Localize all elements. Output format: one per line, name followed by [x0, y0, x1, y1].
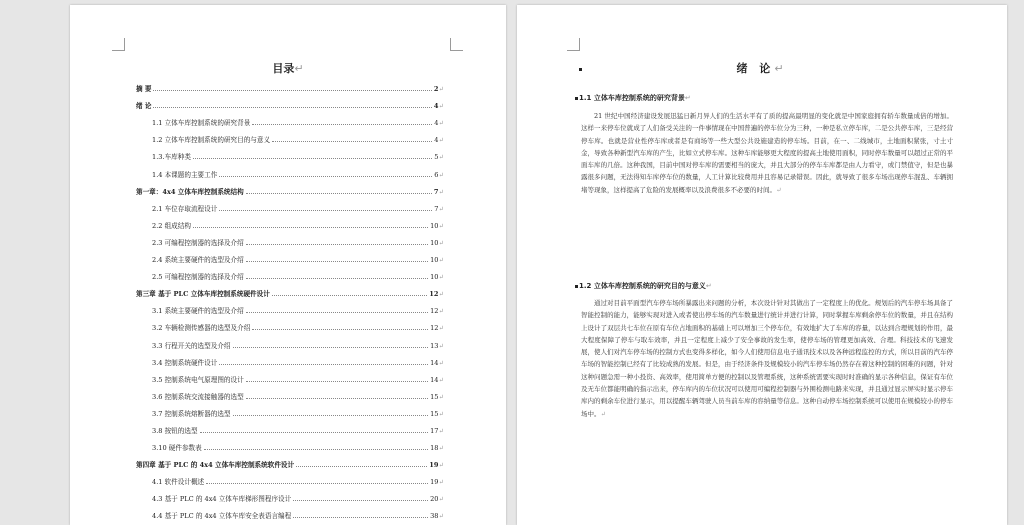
paragraph-mark: ↵ — [438, 426, 444, 435]
paragraph-mark: ↵ — [438, 324, 444, 333]
toc-entry[interactable] — [136, 264, 444, 281]
toc-entry-title: 3.4 控制系统硬件设计 — [152, 358, 218, 367]
paragraph-mark: ↵ — [438, 273, 444, 282]
toc-leader-dots — [219, 176, 432, 177]
toc-entry[interactable] — [136, 213, 444, 230]
toc-leader-dots — [219, 210, 432, 211]
toc-entry-title: 3.3 行程开关的选型及介绍 — [152, 341, 231, 350]
toc-leader-dots — [293, 500, 428, 501]
toc-entry-page: 12 — [430, 324, 439, 333]
toc-entry-title: 3.2 车辆检测传感器的选型及介绍 — [152, 324, 251, 333]
section-heading-1-2: 1.2 立体车库控制系统的研究目的与意义↵ — [579, 282, 712, 290]
toc-entry-title: 3.10 硬件参数表 — [152, 444, 202, 453]
toc-leader-dots — [193, 227, 428, 228]
toc-entry-title: 4.3 基于 PLC 的 4x4 立体车库梯形图程序设计 — [152, 495, 292, 504]
toc-entry-title: 第一章：4x4 立体车库控制系统结构 — [136, 187, 244, 196]
toc-leader-dots — [296, 466, 427, 467]
toc-entry-page: 15 — [430, 392, 439, 401]
toc-entry[interactable] — [136, 281, 444, 298]
toc-entry[interactable] — [136, 469, 444, 486]
toc-leader-dots — [246, 398, 428, 399]
toc-leader-dots — [252, 124, 432, 125]
toc-entry-page: 14 — [430, 375, 439, 384]
toc-entry-page: 5 — [434, 153, 439, 162]
toc-leader-dots — [246, 312, 428, 313]
paragraph-mark: ↵ — [438, 204, 444, 213]
paragraph-mark: ↵ — [438, 187, 444, 196]
toc-entry[interactable] — [136, 298, 444, 315]
crop-mark-top-left — [112, 38, 125, 51]
paragraph-mark: ↵ — [438, 444, 444, 453]
toc-entry[interactable] — [136, 93, 444, 110]
toc-leader-dots — [206, 483, 428, 484]
toc-leader-dots — [252, 329, 428, 330]
toc-entry-title: 2.5 可编程控制器的选择及介绍 — [152, 273, 244, 282]
toc-entry-title: 第四章 基于 PLC 的 4x4 立体车库控制系统软件设计 — [136, 461, 295, 470]
toc-entry[interactable] — [136, 230, 444, 247]
toc-entry-title: 第三章 基于 PLC 立体车库控制系统硬件设计 — [136, 290, 270, 299]
toc-entry[interactable] — [136, 127, 444, 144]
toc-entry[interactable] — [136, 144, 444, 161]
paragraph-mark: ↵ — [438, 341, 444, 350]
section-bullet — [575, 97, 578, 100]
chapter-title: 绪 论↵ — [736, 62, 788, 75]
toc-entry-page: 17 — [430, 426, 439, 435]
section-bullet — [575, 285, 578, 288]
toc-leader-dots — [193, 158, 432, 159]
toc-entry-page: 10 — [430, 221, 439, 230]
toc-leader-dots — [246, 381, 428, 382]
toc-entry-title: 4.1 软件设计概述 — [152, 478, 205, 487]
toc-entry-title: 2.2 组成结构 — [152, 221, 191, 230]
toc-leader-dots — [233, 415, 429, 416]
toc-entry-page: 10 — [430, 238, 439, 247]
toc-entry-page: 2 — [433, 85, 439, 94]
toc-entry-title: 3.1 系统主要硬件的选型及介绍 — [152, 307, 244, 316]
paragraph-mark: ↵ — [438, 512, 444, 521]
toc-entry[interactable] — [136, 452, 444, 469]
toc-leader-dots — [293, 517, 428, 518]
toc-entry-page: 12 — [429, 290, 439, 299]
toc-entry-title: 2.4 系统主要硬件的选型及介绍 — [152, 256, 244, 265]
toc-entry-title: 1.4 本课题的主要工作 — [152, 170, 218, 179]
toc-leader-dots — [153, 107, 431, 108]
toc-entry-page: 38 — [430, 512, 439, 521]
toc-entry-page: 20 — [430, 495, 439, 504]
toc-entry[interactable] — [136, 179, 444, 196]
toc-entry[interactable] — [136, 76, 444, 93]
toc-entry-page: 10 — [430, 273, 439, 282]
toc-entry-page: 15 — [430, 409, 439, 418]
paragraph-mark: ↵ — [438, 256, 444, 265]
toc-leader-dots — [272, 295, 427, 296]
toc-leader-dots — [153, 90, 431, 91]
toc-entry-title: 3.6 控制系统交流接触器的选型 — [152, 392, 244, 401]
paragraph-mark: ↵ — [438, 85, 444, 94]
toc-entry[interactable] — [136, 110, 444, 127]
paragraph-mark: ↵ — [438, 461, 444, 470]
toc-entry[interactable] — [136, 332, 444, 349]
toc-entry-page: 19 — [430, 478, 439, 487]
toc-entry[interactable] — [136, 247, 444, 264]
paragraph-mark: ↵ — [438, 153, 444, 162]
toc-entry-title: 1.2 立体车库控制系统的研究目的与意义 — [152, 136, 271, 145]
toc-leader-dots — [246, 261, 428, 262]
section-paragraph-1-1: 21 世纪中国经济建设发展迅猛日新月异人们的生活水平有了质的提高最明显的变化就是中国家庭拥有轿车数量成倍的增加。这样一来停车位就成了人们备受关注的一件事情现在中国普遍的停车位分为三种，一种是私立停车库，二是公共停车库，三是经营停车库。也就是营业性停车库或者是有商场等一些大型公共设施建造的停车场。目前，在一、二线城市，土地面积紧张，寸土寸金，导致各种新型汽车库的产生，比如立式停车库。这种车库能够更大程度的提高土地使用面积，同时停车数量可以超过正常的平面车库的几倍。这种我国，目前中国对停车库的需要相当的庞大，并且大部分的停车车库都是由人力看守，或门禁值守，但是也暴露很多问题，无法得知车库停车位的数量，人工计算比较费用并且容易记录错误。因此，就导致了很多车场出现停车混乱、车辆拥堵等现象，这样提高了危险的发展概率以及浪费很多不必要的时间。↵ — [581, 112, 953, 194]
toc-entry-title: 1.3.车库种类 — [152, 153, 191, 162]
toc-entry-page: 4 — [434, 136, 439, 145]
toc-entry-page: 4 — [433, 102, 439, 111]
toc-entry-title: 3.8 按钮的选型 — [152, 426, 198, 435]
toc-entry[interactable] — [136, 315, 444, 332]
toc-leader-dots — [233, 347, 429, 348]
paragraph-mark: ↵ — [438, 307, 444, 316]
toc-entry[interactable] — [136, 435, 444, 452]
toc-entry[interactable] — [136, 350, 444, 367]
toc-entry-page: 10 — [430, 256, 439, 265]
toc-entry[interactable] — [136, 384, 444, 401]
toc-entry-page: 19 — [429, 461, 439, 470]
toc-entry[interactable] — [136, 196, 444, 213]
paragraph-mark: ↵ — [438, 170, 444, 179]
section-paragraph-1-2: 通过对目前平面型汽车停车场所暴露出来问题的分析，本次设计针对其做出了一定程度上的优化。规划后的汽车停车场具备了智能控制的能力，能够实现对进入或者使出停车场的汽车数量进行统计并进行计算，同时掌握车库剩余停车位的数量，并且在结构上设计了双层共七车位在原有车位占地面积的基础上可以增加三个停车位，有效地扩大了车库的容量，以达到合理规划的作用，最大程度保障了停车与取车效率，并且一定程度上减少了安全事故的发生率，使停车场的管理更加高效、合理。科技技术的飞速发展，使人们对汽车停车场的控制方式也变得多样化，如今人们使用信息电子通讯技术以及各种远程监控的方式，所以目前的汽车停车场的智能控制已经有了比较成熟的发展。但是，由于经济条件及规模较小的汽车停车场仍然存在着这种控制的困难的问题，针对这种问题急需一种小投资、高效率，使用简单方便的控制以及管理系统，这种系统需要实现时时准确的显示各种信息，保证有车位及无车位都能明确的指示出来，停车库内的车位状况可以使用可编程控制器与外围检测电路来实现，并且通过显示屏实时显示停车库内的剩余车位进行显示，用以提醒车辆驾驶人员当前车库的容纳量等信息。这种自动停车场控制系统可以使用在规模较小的停车场中。↵ — [581, 299, 953, 418]
paragraph-mark: ↵ — [438, 375, 444, 384]
paragraph-mark: ↵ — [438, 136, 444, 145]
chapter-page — [517, 5, 1007, 525]
toc-entry[interactable] — [136, 418, 444, 435]
paragraph-mark: ↵ — [438, 119, 444, 128]
toc-entry-title: 2.1 车位存取流程设计 — [152, 204, 218, 213]
toc-entry-page: 12 — [430, 307, 439, 316]
toc-leader-dots — [246, 193, 432, 194]
toc-title: 目录↵ — [272, 62, 304, 75]
toc-entry-page: 7 — [434, 204, 439, 213]
paragraph-mark: ↵ — [438, 478, 444, 487]
toc-list — [136, 76, 444, 520]
paragraph-mark: ↵ — [438, 409, 444, 418]
toc-leader-dots — [246, 278, 428, 279]
toc-page — [70, 5, 506, 525]
crop-mark-top-right — [450, 38, 463, 51]
toc-entry-title: 2.3 可编程控制器的选择及介绍 — [152, 238, 244, 247]
toc-entry-page: 13 — [430, 341, 439, 350]
toc-entry-page: 14 — [430, 358, 439, 367]
paragraph-mark: ↵ — [438, 102, 444, 111]
toc-entry-title: 绪 论 — [136, 102, 152, 111]
toc-leader-dots — [272, 141, 432, 142]
section-heading-1-1: 1.1 立体车库控制系统的研究背景↵ — [579, 94, 691, 102]
paragraph-mark: ↵ — [438, 358, 444, 367]
toc-entry[interactable] — [136, 486, 444, 503]
paragraph-mark: ↵ — [438, 392, 444, 401]
toc-entry-title: 3.5 控制系统电气原理图的设计 — [152, 375, 244, 384]
toc-entry-title: 3.7 控制系统熔断器的选型 — [152, 409, 231, 418]
toc-entry-page: 18 — [430, 444, 439, 453]
toc-leader-dots — [246, 244, 428, 245]
toc-entry[interactable] — [136, 161, 444, 178]
toc-entry-title: 1.1 立体车库控制系统的研究背景 — [152, 119, 251, 128]
toc-entry[interactable] — [136, 367, 444, 384]
toc-leader-dots — [219, 364, 428, 365]
toc-entry-page: 6 — [434, 170, 439, 179]
toc-leader-dots — [200, 432, 429, 433]
toc-entry[interactable] — [136, 401, 444, 418]
paragraph-mark: ↵ — [438, 221, 444, 230]
crop-mark-top-left — [567, 38, 580, 51]
paragraph-mark: ↵ — [438, 495, 444, 504]
toc-entry-page: 7 — [433, 187, 439, 196]
paragraph-mark: ↵ — [438, 238, 444, 247]
toc-entry-page: 4 — [434, 119, 439, 128]
toc-entry-title: 摘 要 — [136, 85, 152, 94]
toc-leader-dots — [204, 449, 428, 450]
toc-entry-title: 4.4 基于 PLC 的 4x4 立体车库安全表语言编程 — [152, 512, 292, 521]
paragraph-mark: ↵ — [438, 290, 444, 299]
